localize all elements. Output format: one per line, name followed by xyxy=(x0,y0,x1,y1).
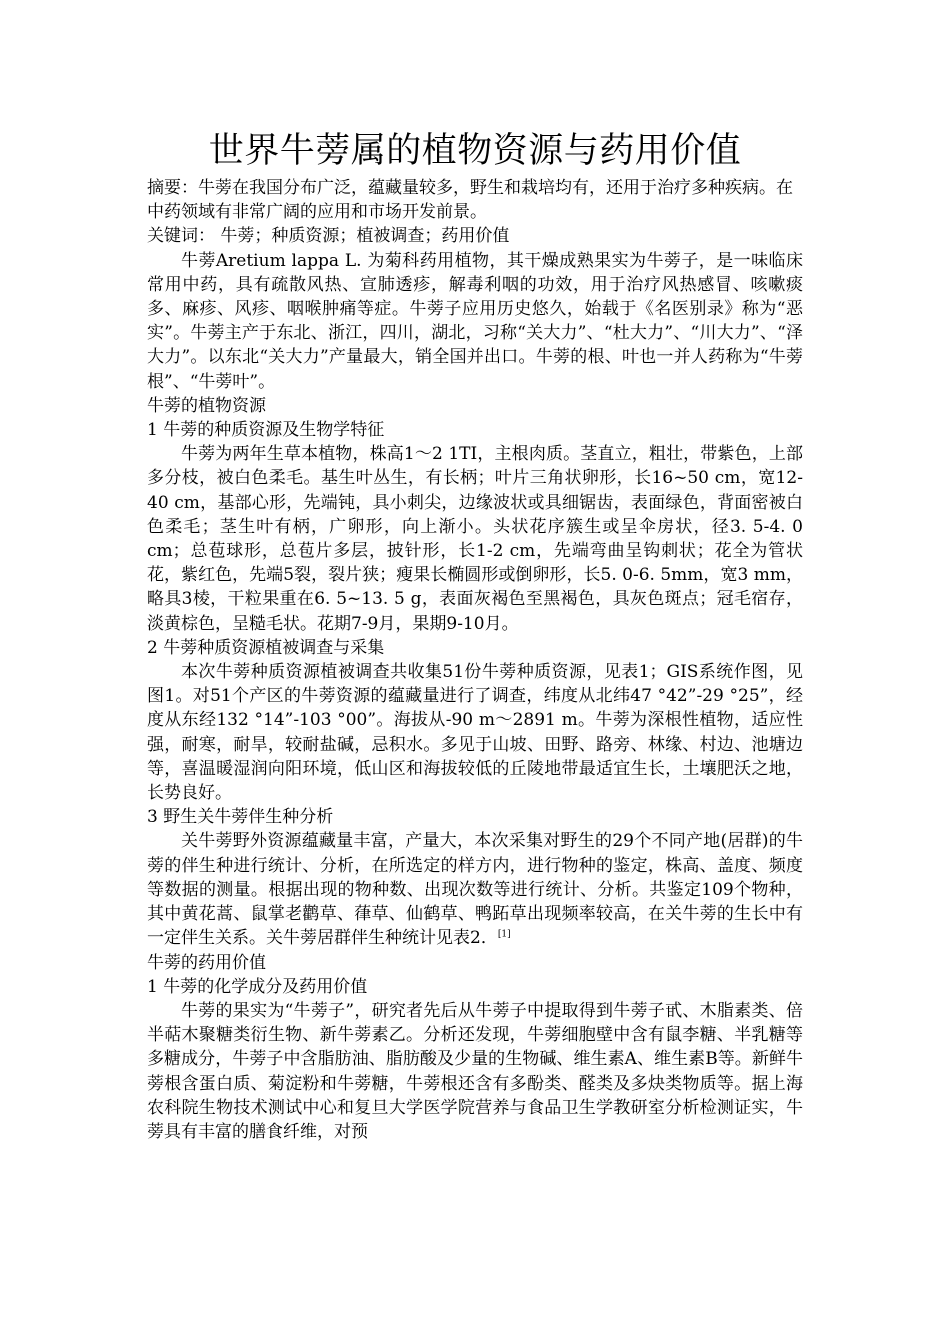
subsection-paragraph-3 xyxy=(147,829,803,950)
section-heading-plant-resources: 牛蒡的植物资源 xyxy=(147,395,266,416)
abstract: 摘要：牛蒡在我国分布广泛，蕴藏量较多，野生和栽培均有，还用于治疗多种疾病。在中药领域有非常广阔的应用和市场开发前景。 xyxy=(147,178,793,223)
subsection-paragraph-3-text: 关牛蒡野外资源蕴藏量丰富，产量大，本次采集对野生的29个不同产地(居群)的牛蒡的伴生种进行统计、分析，在所选定的样方内，进行物种的鉴定，株高、盖度、频度等数据的测量。根据出现的物种数、出现次数等进行统计、分析。共鉴定109个物种，其中黄花蒿、鼠掌老鹳草、葎草、仙鹤草、鸭跖草出现频率较高，在关牛蒡的生长中有一定伴生关系。关牛蒡居群伴生种统计见表2． xyxy=(147,831,803,949)
subsection-heading-2: 2 牛蒡种质资源植被调查与采集 xyxy=(147,637,385,658)
citation-ref: [1] xyxy=(497,929,511,940)
subsection-paragraph-1: 牛蒡为两年生草本植物，株高1～2 1TI，主根肉质。茎直立，粗壮，带紫色，上部多分枝，被白色柔毛。基生叶丛生，有长柄；叶片三角状卵形，长16~50 cm，宽12-40 cm，基部心形，先端钝，具小刺尖，边缘波状或具细锯齿，表面绿色，背面密被白色柔毛；茎生叶有柄，广卵形，向上渐小。头状花序簇生或呈伞房状，径3. 5-4. 0 cm；总苞球形，总苞片多层，披针形，长1-2 cm，先端弯曲呈钩刺状；花全为管状花，紫红色，先端5裂，裂片狭；瘦果长椭圆形或倒卵形，长5. 0-6. 5mm，宽3 mm，略具3棱，干粒果重在6. 5~13. 5 g，表面灰褐色至黑褐色，具灰色斑点；冠毛宿存，淡黄棕色，呈糙毛状。花期7-9月，果期9-10月。 xyxy=(147,444,803,634)
subsection-heading-1: 1 牛蒡的种质资源及生物学特征 xyxy=(147,420,385,441)
subsection-paragraph-4: 牛蒡的果实为“牛蒡子”，研究者先后从牛蒡子中提取得到牛蒡子甙、木脂素类、倍半萜木聚糖类衍生物、新牛蒡素乙。分析还发现，牛蒡细胞壁中含有鼠李糖、半乳糖等多糖成分，牛蒡子中含脂肪油、脂肪酸及少量的生物碱、维生素A、维生素B等。新鲜牛蒡根含蛋白质、菊淀粉和牛蒡糖，牛蒡根还含有多酚类、醛类及多炔类物质等。据上海农科院生物技术测试中心和复旦大学医学院营养与食品卫生学教研室分析检测证实，牛蒡具有丰富的膳食纤维，对预 xyxy=(147,1000,803,1142)
section-heading-medicinal-value: 牛蒡的药用价值 xyxy=(147,952,266,973)
document-page xyxy=(147,126,803,1144)
document-title: 世界牛蒡属的植物资源与药用价值 xyxy=(208,131,742,171)
subsection-heading-4: 1 牛蒡的化学成分及药用价值 xyxy=(147,976,368,997)
intro-paragraph: 牛蒡Aretium lappa L. 为菊科药用植物，其干燥成熟果实为牛蒡子，是一味临床常用中药，具有疏散风热、宣肺透疹，解毒利咽的功效，用于治疗风热感冒、咳嗽痰多、麻疹、风疹、咽喉肿痛等症。牛蒡子应用历史悠久，始载于《名医别录》称为“恶实”。牛蒡主产于东北、浙江，四川，湖北，习称“关大力”、“杜大力”、“川大力”、“泽大力”。以东北“关大力”产量最大，销全国并出口。牛蒡的根、叶也一并人药称为“牛蒡根”、“牛蒡叶”。 xyxy=(147,250,803,392)
subsection-paragraph-2: 本次牛蒡种质资源植被调查共收集51份牛蒡种质资源，见表1；GIS系统作图，见图1。对51个产区的牛蒡资源的蕴藏量进行了调查，纬度从北纬47 °42”-29 °25”，经度从东经132 °14”-103 °00”。海拔从-90 m～2891 m。牛蒡为深根性植物，适应性强，耐寒，耐旱，较耐盐碱，忌积水。多见于山坡、田野、路旁、林缘、村边、池塘边等，喜温暖湿润向阳环境，低山区和海拔较低的丘陵地带最适宜生长，土壤肥沃之地，长势良好。 xyxy=(147,662,803,804)
subsection-heading-3: 3 野生关牛蒡伴生种分析 xyxy=(147,807,334,828)
keywords: 关键词： 牛蒡；种质资源；植被调查；药用价值 xyxy=(147,226,510,247)
